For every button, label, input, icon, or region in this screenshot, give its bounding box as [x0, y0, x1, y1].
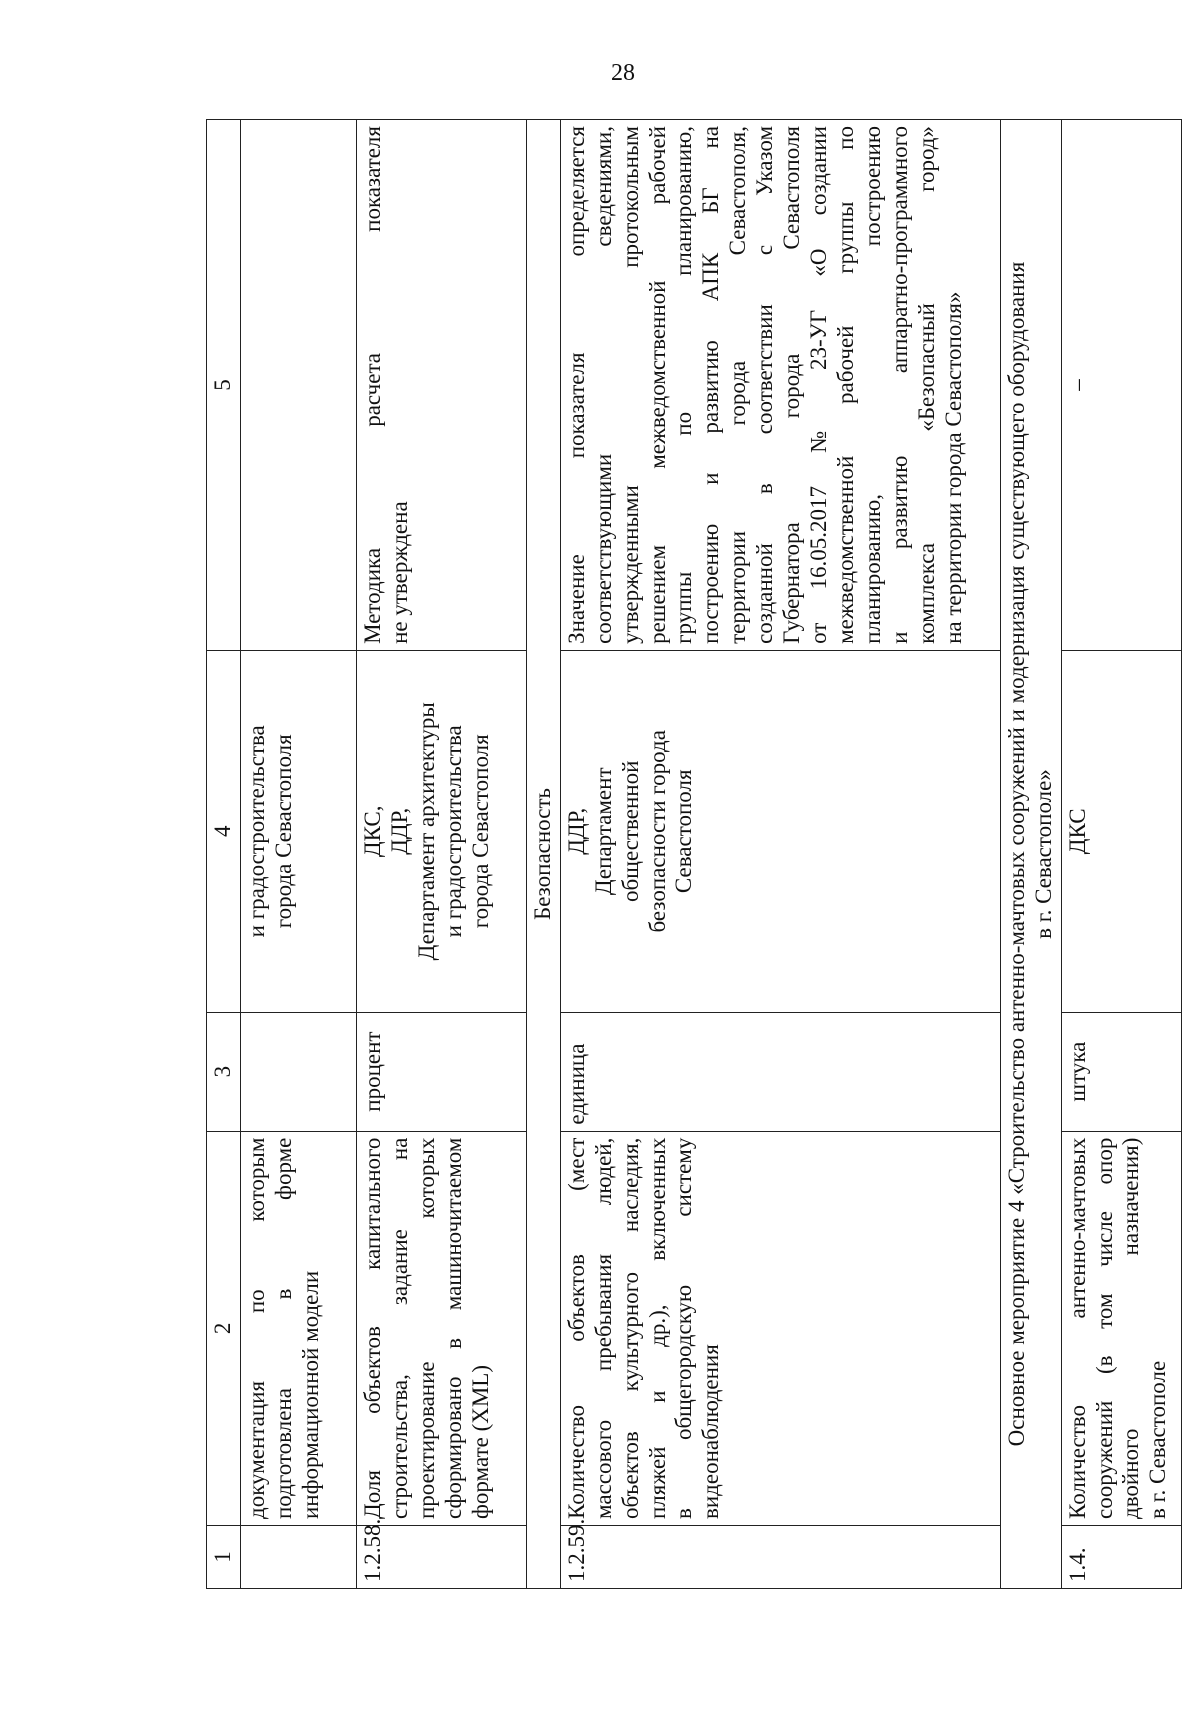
cell-number: 1.4. [1061, 1526, 1181, 1589]
cell-method [240, 120, 356, 651]
page-number: 28 [611, 60, 635, 86]
text-line: Количество объектов (мест [563, 1137, 589, 1519]
text-line: Количество антенно-мачтовых [1064, 1137, 1090, 1519]
text-line: ДДР, [386, 807, 412, 855]
text-line: планированию, построению [859, 126, 885, 644]
text-line: Методика расчета показателя [359, 126, 385, 644]
cell-number: 1.2.58. [356, 1526, 526, 1589]
text-line: Департамент архитектуры [413, 702, 439, 961]
text-line: и градостроительства [243, 725, 269, 938]
text-line: двойного назначения) [1118, 1137, 1144, 1519]
cell-unit [240, 1012, 356, 1131]
text-line: проектирование которых [413, 1137, 439, 1519]
text-line: группы по планированию, [671, 126, 697, 644]
text-line: Севастополя [671, 769, 697, 894]
cell-responsible [560, 650, 1000, 1012]
text-line: утвержденными протокольным [617, 126, 643, 644]
text-line: города Севастополя [467, 734, 493, 929]
text-line: ДКС, [359, 805, 385, 858]
cell-indicator [560, 1131, 1000, 1525]
text-line: на территории города Севастополя» [940, 291, 966, 644]
text-line: комплекса «Безопасный город» [913, 126, 939, 644]
text-line: не утверждена [386, 501, 412, 644]
text-line: созданной в соответствии с Указом [752, 126, 778, 644]
cell-indicator [240, 1131, 356, 1525]
header-row [207, 120, 241, 1589]
text-line: строительства, задание на [386, 1137, 412, 1519]
text-line: города Севастополя [270, 734, 296, 929]
text-line: Губернатора города Севастополя [779, 126, 805, 644]
text-line: подготовлена в форме [270, 1137, 296, 1519]
text-line: в г. Севастополе [1145, 1360, 1171, 1519]
cell-unit: единица [560, 1012, 1000, 1131]
text-line: соответствующими сведениями, [590, 126, 616, 644]
header-col-4: 4 [207, 650, 241, 1012]
cell-indicator [356, 1131, 526, 1525]
text-line: межведомственной рабочей группы по [832, 126, 858, 644]
table-row-continuation [240, 120, 356, 1589]
table-row-1-2-58 [356, 120, 526, 1589]
cell-responsible [356, 650, 526, 1012]
text-line: и градостроительства [440, 725, 466, 938]
text-line: сооружений (в том числе опор [1091, 1137, 1117, 1519]
text-line: Доля объектов капитального [359, 1137, 385, 1519]
cell-method [356, 120, 526, 651]
cell-responsible: ДКС [1061, 650, 1181, 1012]
cell-number: 1.2.59. [560, 1526, 1000, 1589]
text-line: ДДР, [563, 807, 589, 855]
text-line: документация по которым [243, 1137, 269, 1519]
indicators-table [206, 119, 1182, 1589]
text-line: в г. Севастополе» [1030, 769, 1056, 939]
table-row-1-4 [1061, 120, 1181, 1589]
text-line: в общегородскую систему [671, 1137, 697, 1519]
text-line: Основное мероприятие 4 «Строительство антенно-мачтовых сооружений и модернизация существующего оборудования [1003, 261, 1029, 1447]
text-line: массового пребывания людей, [590, 1137, 616, 1519]
cell-unit: штука [1061, 1012, 1181, 1131]
header-col-3: 3 [207, 1012, 241, 1131]
text-line: информационной модели [297, 1270, 323, 1519]
cell-responsible [240, 650, 356, 1012]
cell-method [560, 120, 1000, 651]
text-line: территории города Севастополя, [725, 126, 751, 644]
text-line: и развитию аппаратно-программного [886, 126, 912, 644]
event-title [1000, 120, 1061, 1589]
text-line: видеонаблюдения [698, 1344, 724, 1519]
text-line: общественной [617, 760, 643, 902]
section-title: Безопасность [526, 120, 560, 1589]
text-line: от 16.05.2017 № 23-УГ «О создании [805, 126, 831, 644]
text-line: формате (XML) [467, 1364, 493, 1519]
text-line: объектов культурного наследия, [617, 1137, 643, 1519]
section-row [526, 120, 560, 1589]
text-line: построению и развитию АПК БГ на [698, 126, 724, 644]
cell-number [240, 1526, 356, 1589]
header-col-5: 5 [207, 120, 241, 651]
text-line: безопасности города [644, 730, 670, 933]
text-line: Департамент [590, 767, 616, 896]
table-row-1-2-59 [560, 120, 1000, 1589]
cell-method: – [1061, 120, 1181, 651]
header-col-2: 2 [207, 1131, 241, 1525]
text-line: Значение показателя определяется [563, 126, 589, 644]
header-col-1: 1 [207, 1526, 241, 1589]
cell-indicator [1061, 1131, 1181, 1525]
text-line: сформировано в машиночитаемом [440, 1137, 466, 1519]
rotated-table-container [206, 119, 1200, 1589]
text-line: пляжей и др.), включенных [644, 1137, 670, 1519]
text-line: решением межведомственной рабочей [644, 126, 670, 644]
event-row [1000, 120, 1061, 1589]
cell-unit: процент [356, 1012, 526, 1131]
